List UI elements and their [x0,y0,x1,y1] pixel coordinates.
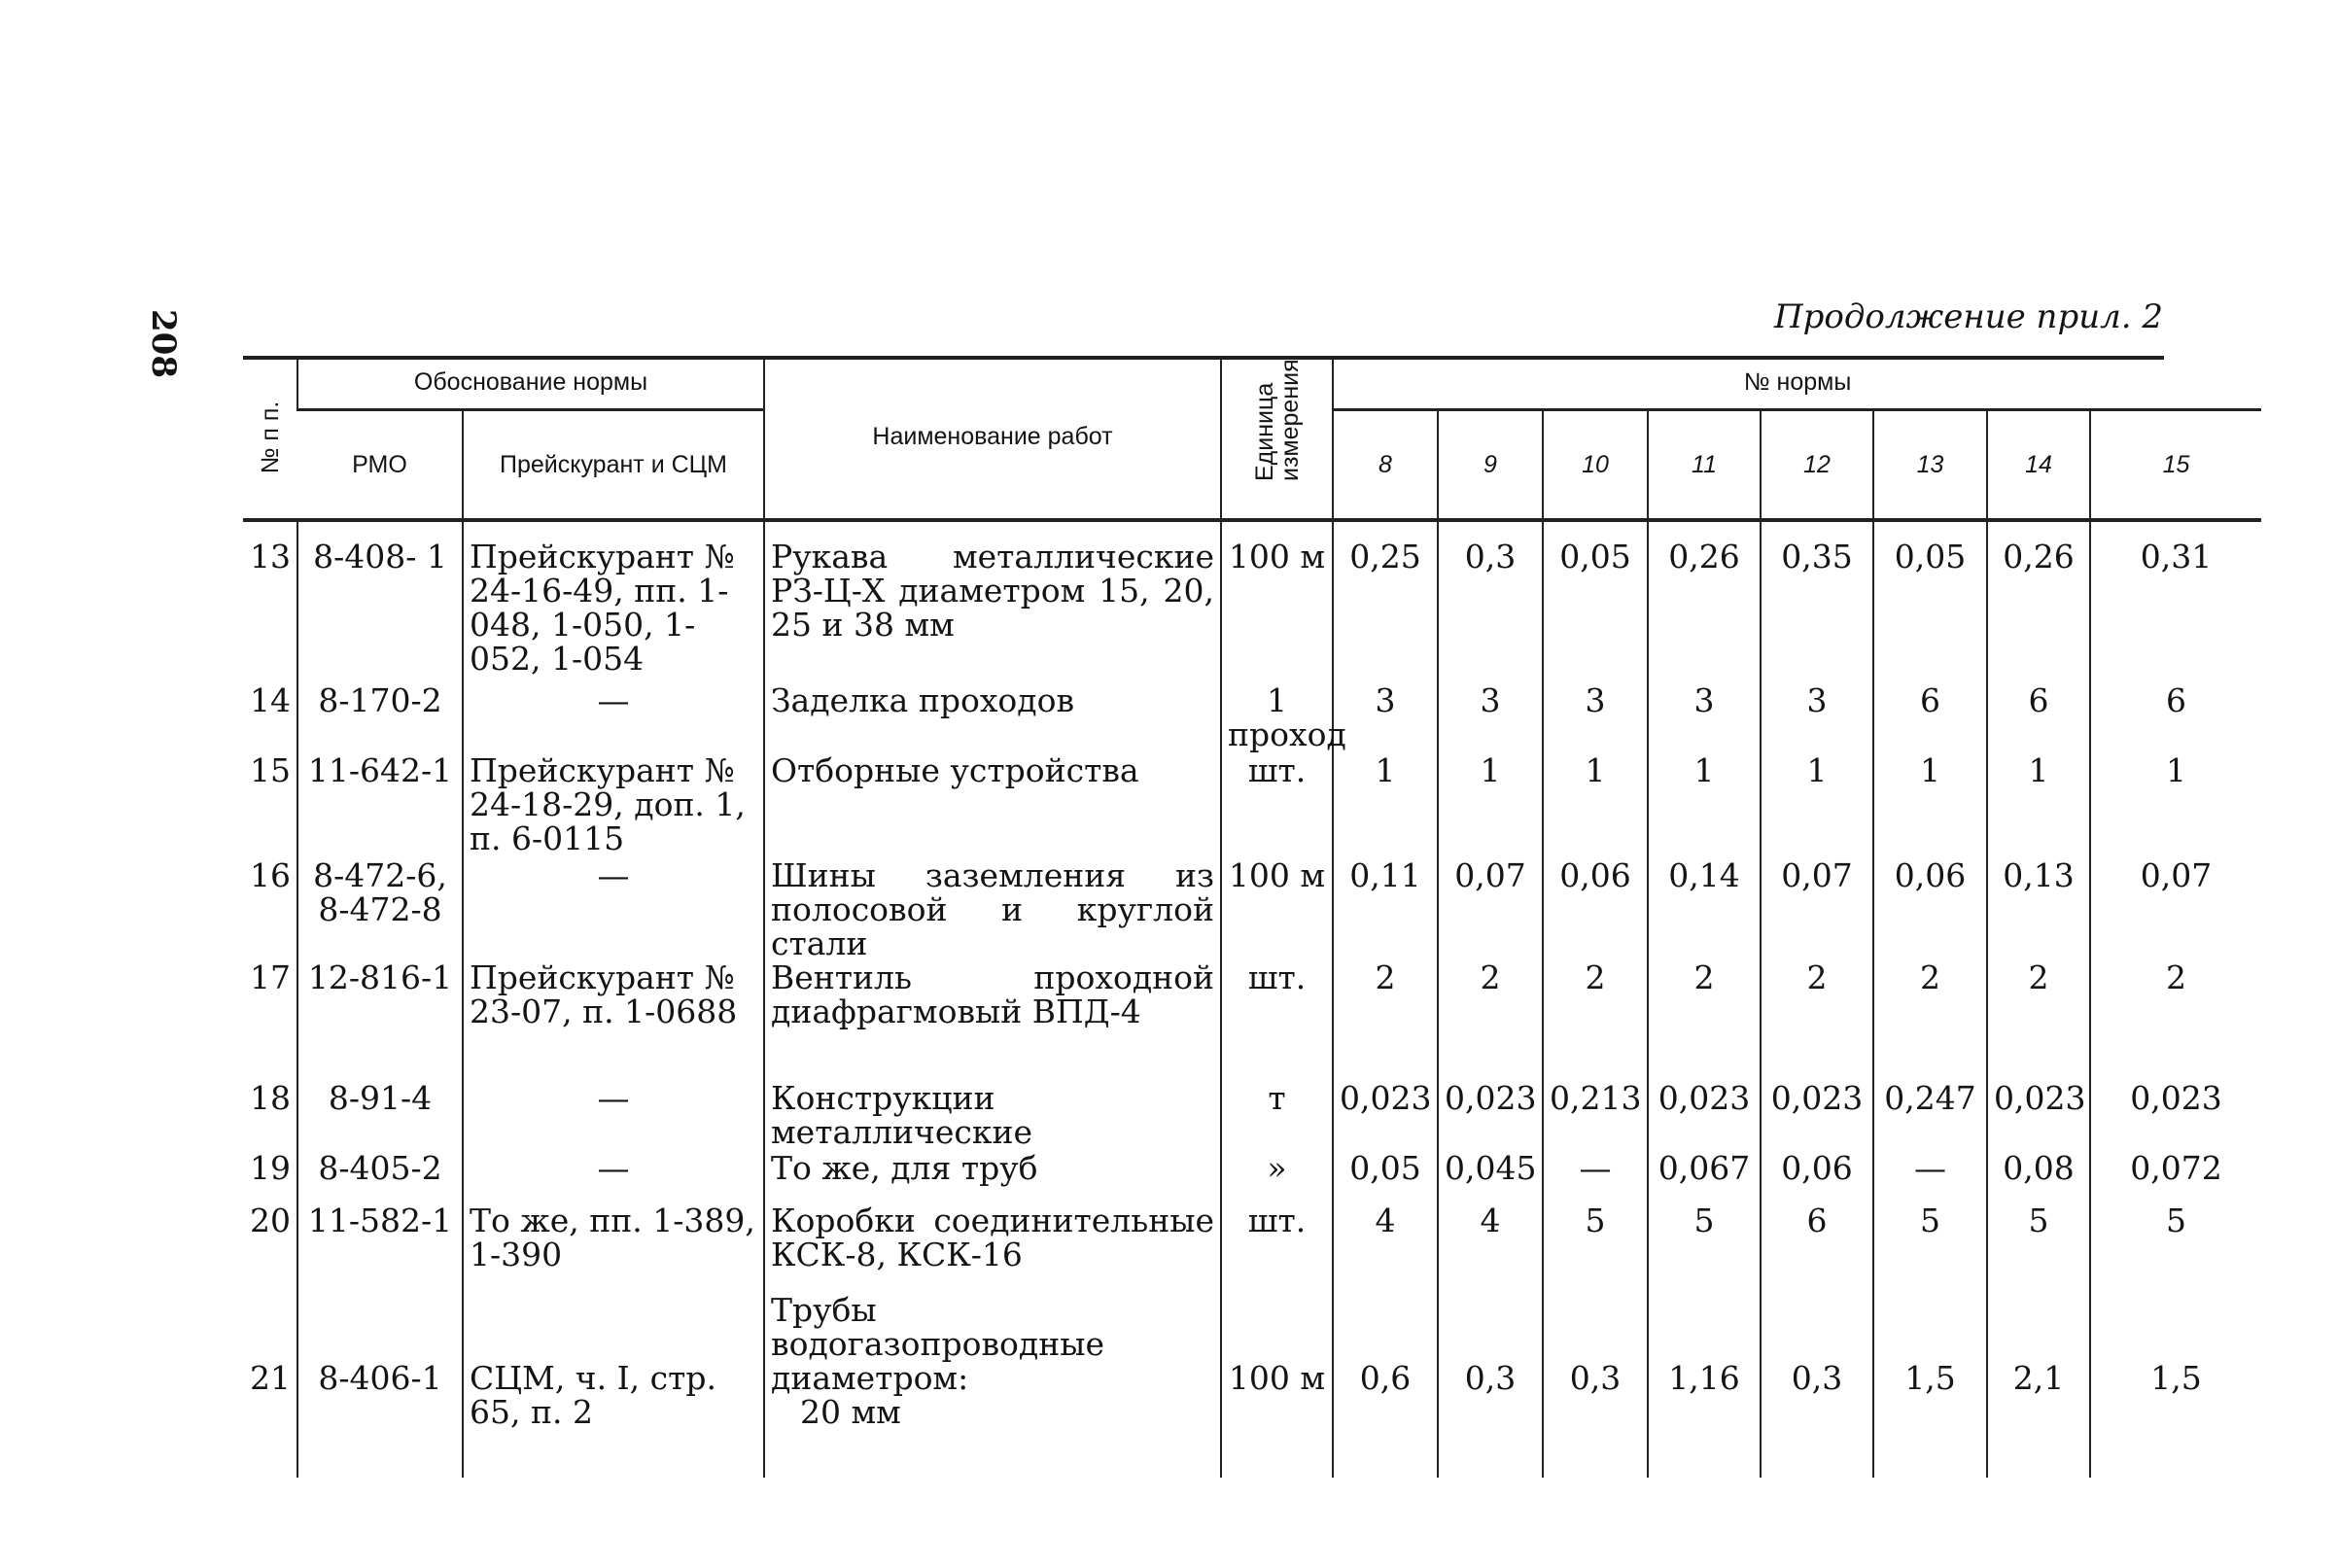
norm-value: 1 [1873,753,1987,858]
price-list-cell: — [463,1081,764,1151]
norm-value: 0,14 [1648,858,1761,960]
header-norm-13: 13 [1873,410,1987,521]
norm-value: 0,05 [1333,1151,1438,1203]
price-list-cell: — [463,858,764,960]
table-row [243,1293,2261,1478]
row-number: 13 [250,538,291,575]
norm-value: 2 [1438,960,1543,1081]
norm-value: 1,5 [1873,1293,1987,1478]
work-subitem: 20 мм [800,1393,901,1431]
rmo-cell: 8-91-4 [297,1081,463,1151]
norm-value: 0,023 [1987,1081,2090,1151]
rmo-cell: 8-405-2 [297,1151,463,1203]
norm-value: 5 [2090,1203,2261,1293]
norm-value: 3 [1438,683,1543,753]
unit-cell: шт. [1221,1203,1333,1293]
norm-value: 1,16 [1648,1293,1761,1478]
header-price-list: Прейскурант и СЦМ [463,410,764,521]
header-rmo: РМО [297,410,463,521]
norm-value: 1 [1438,753,1543,858]
norm-value: 0,023 [1333,1081,1438,1151]
norm-value: 6 [1761,1203,1873,1293]
norm-value: 0,6 [1333,1293,1438,1478]
row-number: 20 [250,1202,291,1239]
norm-value: 0,06 [1761,1151,1873,1203]
norm-value: 2 [1873,960,1987,1081]
row-number: 15 [250,751,291,789]
header-norm-12: 12 [1761,410,1873,521]
header-norm-15: 15 [2090,410,2261,521]
row-number: 16 [250,856,291,894]
rmo-cell: 8-408- 1 [297,520,463,683]
page-number: 208 [144,309,183,378]
unit-cell: » [1221,1151,1333,1203]
norm-value: 1 [1987,753,2090,858]
norm-value: 0,11 [1333,858,1438,960]
norm-value: 0,023 [2090,1081,2261,1151]
rmo-cell: 11-642-1 [297,753,463,858]
norm-value: 3 [1543,683,1648,753]
norm-value: 1 [1648,753,1761,858]
work-name-cell [764,1293,1221,1478]
table-row [243,520,2261,683]
norm-value: 0,023 [1648,1081,1761,1151]
norm-value: 3 [1761,683,1873,753]
norm-value: 2 [1987,960,2090,1081]
table-row [243,1203,2261,1293]
header-basis-group: Обоснование нормы [297,356,764,410]
header-unit: Единица измерения [1221,356,1333,520]
norm-value: 6 [1987,683,2090,753]
norm-value: 0,31 [2090,520,2261,683]
norms-table-sheet [243,356,2222,1493]
norm-value: 0,045 [1438,1151,1543,1203]
price-list-cell: — [463,1151,764,1203]
row-number: 21 [250,1359,291,1397]
norm-value: 0,023 [1438,1081,1543,1151]
unit-cell: т [1221,1081,1333,1151]
unit-cell: шт. [1221,960,1333,1081]
table-row [243,858,2261,960]
norm-value: 0,05 [1543,520,1648,683]
header-norm-8: 8 [1333,410,1438,521]
rmo-cell: 12-816-1 [297,960,463,1081]
header-norm-9: 9 [1438,410,1543,521]
norm-value: 1 [1333,753,1438,858]
table-row [243,753,2261,858]
work-name-cell: Коробки соединительные КСК-8, КСК-16 [764,1203,1221,1293]
norm-value: 0,072 [2090,1151,2261,1203]
norm-value: 0,25 [1333,520,1438,683]
norm-value: 0,26 [1987,520,2090,683]
unit-cell: 100 м [1221,1293,1333,1478]
work-name-cell: Рукава металлические РЗ-Ц-Х диаметром 15, 20, 25 и 38 мм [764,520,1221,683]
norm-value: 1,5 [2090,1293,2261,1478]
norm-value: 0,3 [1438,520,1543,683]
work-name-cell: Отборные устройства [764,753,1221,858]
norm-value: 0,3 [1761,1293,1873,1478]
norm-value: 0,067 [1648,1151,1761,1203]
norm-value: 5 [1648,1203,1761,1293]
unit-cell: шт. [1221,753,1333,858]
norm-value: 5 [1987,1203,2090,1293]
price-list-cell: Прейскурант № 24-16-49, пп. 1-048, 1-050, 1-052, 1-054 [463,520,764,683]
work-name-cell: То же, для труб [764,1151,1221,1203]
rmo-cell: 8-406-1 [297,1293,463,1478]
norm-value: 2 [2090,960,2261,1081]
norm-value: 0,35 [1761,520,1873,683]
norm-value: 2,1 [1987,1293,2090,1478]
table-row [243,960,2261,1081]
norm-value: 2 [1761,960,1873,1081]
norm-value: 0,08 [1987,1151,2090,1203]
price-list-cell: То же, пп. 1-389, 1-390 [463,1203,764,1293]
unit-cell: 100 м [1221,520,1333,683]
price-list-cell: Прейскурант № 24-18-29, доп. 1, п. 6-0115 [463,753,764,858]
norm-value: 2 [1333,960,1438,1081]
norm-value: 0,247 [1873,1081,1987,1151]
norm-value: 0,213 [1543,1081,1648,1151]
rmo-cell: 8-472-6, 8-472-8 [297,858,463,960]
norm-value: 3 [1333,683,1438,753]
price-list-cell: Прейскурант № 23-07, п. 1-0688 [463,960,764,1081]
work-group-title: Трубы водогазопроводные диаметром: [771,1291,1105,1397]
norm-value: 0,26 [1648,520,1761,683]
norm-value: — [1873,1151,1987,1203]
row-number: 19 [250,1149,291,1187]
norm-value: 6 [2090,683,2261,753]
header-norm-11: 11 [1648,410,1761,521]
header-work-name: Наименование работ [764,356,1221,520]
top-rule [243,356,2164,360]
norm-value: 0,023 [1761,1081,1873,1151]
norm-value: — [1543,1151,1648,1203]
norm-value: 0,3 [1438,1293,1543,1478]
work-name-cell: Шины заземления из полосовой и круглой стали [764,858,1221,960]
table-row [243,1081,2261,1151]
norm-value: 0,07 [1761,858,1873,960]
header-norm-group: № нормы [1333,356,2261,410]
norm-value: 5 [1873,1203,1987,1293]
header-norm-10: 10 [1543,410,1648,521]
work-name-cell: Заделка проходов [764,683,1221,753]
norm-value: 4 [1438,1203,1543,1293]
unit-cell: 1 проход [1221,683,1333,753]
norm-value: 0,07 [1438,858,1543,960]
norm-value: 1 [1761,753,1873,858]
rmo-cell: 8-170-2 [297,683,463,753]
unit-cell: 100 м [1221,858,1333,960]
table-row [243,1151,2261,1203]
row-number: 14 [250,681,291,719]
norm-value: 0,07 [2090,858,2261,960]
norms-table [243,356,2261,1478]
work-name-cell: Вентиль проходной диафрагмовый ВПД-4 [764,960,1221,1081]
row-number: 17 [250,958,291,996]
norm-value: 0,06 [1873,858,1987,960]
norm-value: 2 [1648,960,1761,1081]
norm-value: 4 [1333,1203,1438,1293]
work-name-cell: Конструкции металлические [764,1081,1221,1151]
continuation-note: Продолжение прил. 2 [1774,297,2163,336]
row-number: 18 [250,1079,291,1117]
norm-value: 0,13 [1987,858,2090,960]
norm-value: 6 [1873,683,1987,753]
price-list-cell: — [463,683,764,753]
norm-value: 1 [1543,753,1648,858]
norm-value: 3 [1648,683,1761,753]
norm-value: 2 [1543,960,1648,1081]
norm-value: 0,3 [1543,1293,1648,1478]
price-list-cell: СЦМ, ч. I, стр. 65, п. 2 [463,1293,764,1478]
table-row [243,683,2261,753]
norm-value: 1 [2090,753,2261,858]
header-norm-14: 14 [1987,410,2090,521]
header-row-number: № п п. [243,356,297,520]
norm-value: 5 [1543,1203,1648,1293]
rmo-cell: 11-582-1 [297,1203,463,1293]
norm-value: 0,05 [1873,520,1987,683]
norm-value: 0,06 [1543,858,1648,960]
